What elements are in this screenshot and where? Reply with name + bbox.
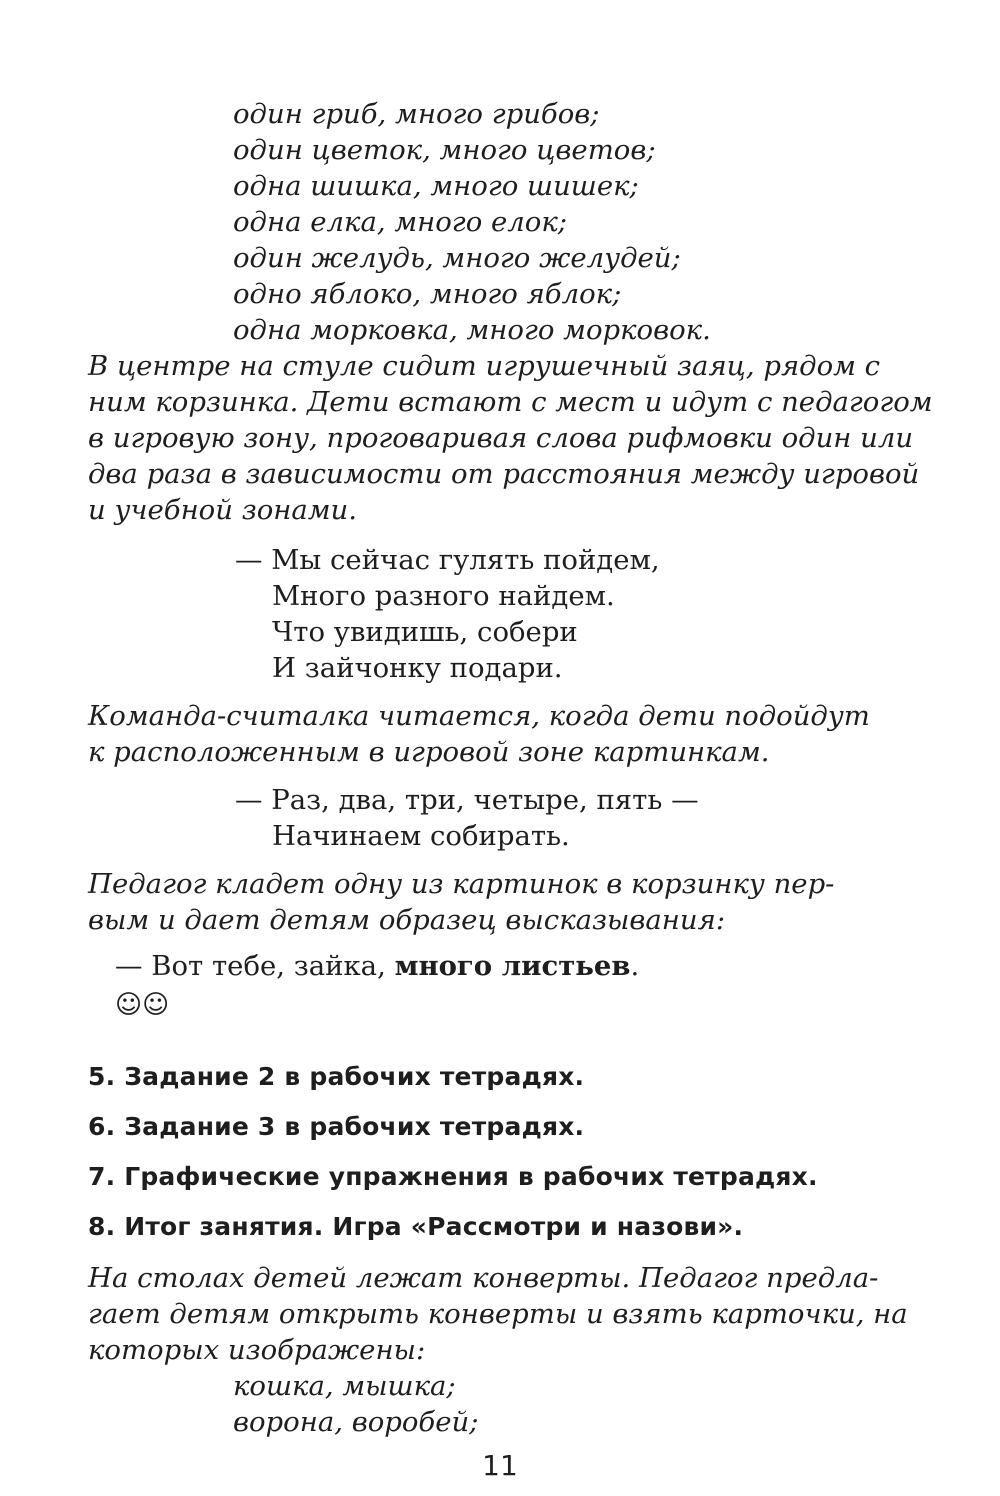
paragraph-line: к расположенным в игровой зоне картинкам.	[88, 736, 770, 768]
word-list-line: одна морковка, много морковок.	[233, 314, 711, 346]
poem-line: Начинаем собирать.	[272, 820, 570, 852]
heading-item: 5. Задание 2 в рабочих тетрадях.	[88, 1062, 585, 1091]
word-list-line: одно яблоко, много яблок;	[233, 278, 622, 310]
poem-line: И зайчонку подари.	[272, 652, 563, 684]
poem-line: — Мы сейчас гулять пойдем,	[235, 544, 660, 576]
heading-item: 7. Графические упражнения в рабочих тетрадях.	[88, 1162, 818, 1191]
sample-prefix: — Вот тебе, зайка,	[115, 950, 395, 982]
word-list-line: один цветок, много цветов;	[233, 134, 656, 166]
paragraph-line: Педагог кладет одну из картинок в корзинку пер-	[88, 868, 835, 900]
poem-line: Много разного найдем.	[272, 580, 615, 612]
poem-line: Что увидишь, собери	[272, 616, 578, 648]
heading-item: 6. Задание 3 в рабочих тетрадях.	[88, 1112, 585, 1141]
smiley-icons: ☺☺	[115, 990, 170, 1020]
paragraph-line: которых изображены:	[88, 1334, 426, 1366]
sample-line	[115, 950, 639, 983]
paragraph-line: гает детям открыть конверты и взять карточки, на	[88, 1298, 908, 1330]
word-list-line: одна елка, много елок;	[233, 206, 568, 238]
poem-line: — Раз, два, три, четыре, пять —	[235, 784, 699, 816]
page-number: 11	[482, 1449, 518, 1482]
word-list-line: одна шишка, много шишек;	[233, 170, 639, 202]
word-list-line: один желудь, много желудей;	[233, 242, 681, 274]
paragraph-line: Команда-считалка читается, когда дети подойдут	[88, 700, 870, 732]
paragraph-line: и учебной зонами.	[88, 494, 358, 526]
paragraph-line: ним корзинка. Дети встают с мест и идут с педагогом	[88, 386, 933, 418]
paragraph-line: На столах детей лежат конверты. Педагог предла-	[88, 1262, 879, 1294]
word-list-line: ворона, воробей;	[233, 1406, 479, 1438]
word-list-line: один гриб, много грибов;	[233, 98, 600, 130]
paragraph-line: в игровую зону, проговаривая слова рифмовки один или	[88, 422, 914, 454]
paragraph-line: В центре на стуле сидит игрушечный заяц, рядом с	[88, 350, 881, 382]
heading-item: 8. Итог занятия. Игра «Рассмотри и назови».	[88, 1212, 744, 1241]
sample-suffix: .	[630, 950, 640, 982]
sample-bold: много листьев	[394, 950, 631, 982]
paragraph-line: вым и дает детям образец высказывания:	[88, 904, 726, 936]
paragraph-line: два раза в зависимости от расстояния между игровой	[88, 458, 920, 490]
word-list-line: кошка, мышка;	[233, 1370, 456, 1402]
